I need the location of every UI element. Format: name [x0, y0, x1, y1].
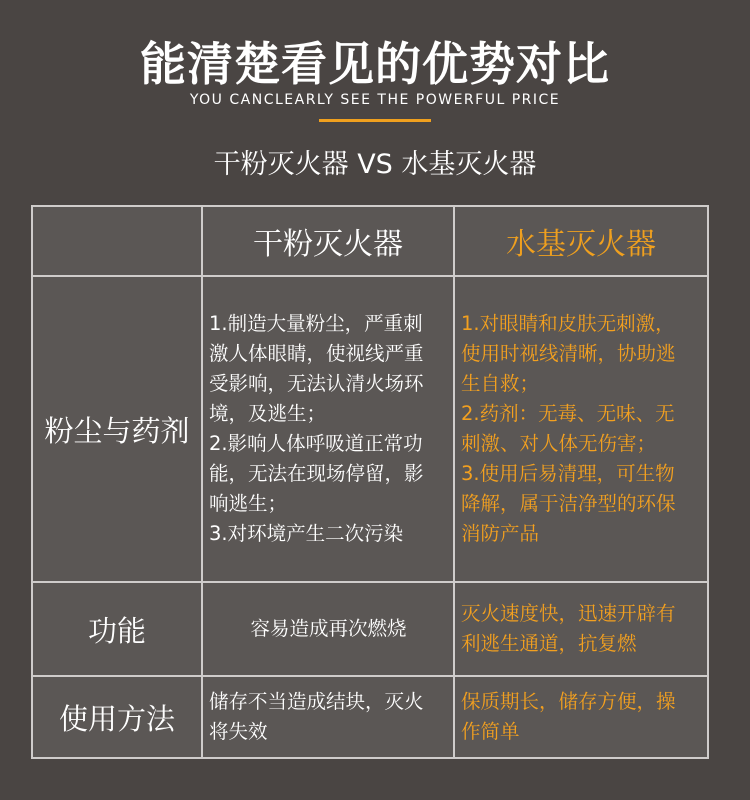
text-line: 激人体眼睛，使视线严重	[209, 342, 424, 365]
function-water-based-cell	[454, 582, 708, 676]
text-line: 能，无法在现场停留，影	[209, 462, 424, 485]
text-line: 储存不当造成结块，灭火	[209, 690, 424, 713]
dust-water-based-cell	[454, 276, 708, 582]
table-row	[32, 582, 708, 676]
text-line: 降解，属于洁净型的环保	[461, 492, 676, 515]
text-line: 1.制造大量粉尘，严重刺	[209, 312, 423, 335]
text-line: 消防产品	[461, 522, 540, 545]
text-line: 保质期长，储存方便，操	[461, 690, 676, 713]
function-dry-powder-cell	[202, 582, 454, 676]
text-line: 生自救；	[461, 372, 540, 395]
usage-dry-powder-cell	[202, 676, 454, 758]
table-row	[32, 276, 708, 582]
usage-water-based-cell	[454, 676, 708, 758]
row-label-dust: 粉尘与药剂	[32, 276, 202, 582]
text-line: 刺激、对人体无伤害；	[461, 432, 657, 455]
text-line: 3.使用后易清理，可生物	[461, 462, 675, 485]
text-line: 1.对眼睛和皮肤无刺激，	[461, 312, 675, 335]
table-header-row	[32, 206, 708, 276]
text-line: 利逃生通道，抗复燃	[461, 632, 637, 655]
text-line: 2.药剂：无毒、无味、无	[461, 402, 675, 425]
page-title: 能清楚看见的优势对比	[140, 37, 610, 91]
corner-cell	[32, 206, 202, 276]
header-dry-powder: 干粉灭火器	[202, 206, 454, 276]
text-line: 容易造成再次燃烧	[250, 617, 407, 640]
text-line: 3.对环境产生二次污染	[209, 522, 404, 545]
text-line: 境，及逃生；	[209, 402, 327, 425]
accent-divider	[319, 119, 431, 122]
text-line: 响逃生；	[209, 492, 288, 515]
text-line: 作简单	[461, 720, 520, 743]
header-water-based: 水基灭火器	[454, 206, 708, 276]
table-row	[32, 676, 708, 758]
comparison-heading: 干粉灭火器 VS 水基灭火器	[213, 149, 537, 180]
page-subtitle: YOU CANCLEARLY SEE THE POWERFUL PRICE	[189, 92, 561, 108]
row-label-function: 功能	[32, 582, 202, 676]
text-line: 灭火速度快，迅速开辟有	[461, 602, 676, 625]
text-line: 将失效	[209, 720, 268, 743]
comparison-table	[31, 205, 709, 759]
dust-dry-powder-cell	[202, 276, 454, 582]
row-label-usage: 使用方法	[32, 676, 202, 758]
text-line: 受影响，无法认清火场环	[209, 372, 424, 395]
text-line: 2.影响人体呼吸道正常功	[209, 432, 423, 455]
text-line: 使用时视线清晰，协助逃	[461, 342, 676, 365]
